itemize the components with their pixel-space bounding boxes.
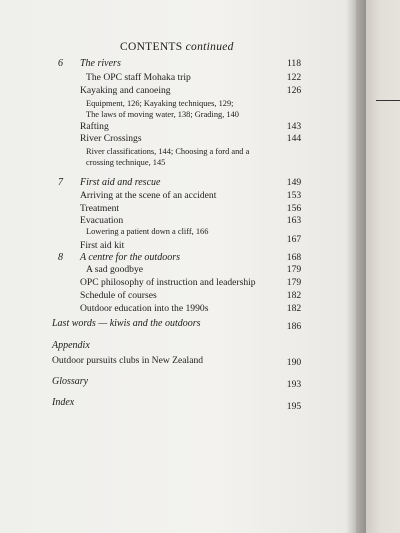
index-page: 195: [286, 401, 302, 412]
toc-entry: A sad goodbye: [86, 264, 144, 275]
toc-entry: The OPC staff Mohaka trip: [86, 72, 191, 83]
toc-entry-page: 167: [286, 234, 302, 245]
toc-entry-page: 163: [286, 215, 302, 226]
glossary-title: Glossary: [52, 376, 89, 387]
toc-subentry: The laws of moving water, 138; Grading, 140: [86, 110, 239, 119]
toc-entry: Kayaking and canoeing: [80, 85, 171, 96]
last-words-page: 186: [286, 321, 302, 332]
toc-entry: Treatment: [80, 203, 120, 214]
chapter-8-title: A centre for the outdoors: [80, 252, 180, 263]
toc-subentry: Lowering a patient down a cliff, 166: [86, 227, 209, 236]
appendix-item: Outdoor pursuits clubs in New Zealand: [52, 355, 204, 366]
chapter-6-title: The rivers: [80, 58, 121, 69]
toc-entry: Schedule of courses: [80, 290, 157, 301]
contents-heading: [120, 41, 234, 53]
last-words-title: Last words — kiwis and the outdoors: [52, 318, 201, 329]
appendix-title: Appendix: [52, 340, 90, 351]
toc-subentry: River classifications, 144; Choosing a ford and a: [86, 147, 250, 156]
toc-entry-page: 153: [286, 190, 302, 201]
toc-entry-page: 144: [286, 133, 302, 144]
toc-entry: River Crossings: [80, 133, 142, 144]
toc-entry-page: 182: [286, 290, 302, 301]
facing-page-rule: [376, 100, 400, 101]
appendix-page: 190: [286, 357, 302, 368]
chapter-8-page: 168: [286, 252, 302, 263]
facing-page-edge: [366, 0, 400, 533]
toc-entry: Evacuation: [80, 215, 124, 226]
toc-entry: Arriving at the scene of an accident: [80, 190, 217, 201]
glossary-page: 193: [286, 379, 302, 390]
toc-entry: Rafting: [80, 121, 109, 132]
toc-entry-page: 182: [286, 303, 302, 314]
index-title: Index: [52, 397, 75, 408]
toc-entry-page: 126: [286, 85, 302, 96]
toc-subentry: crossing technique, 145: [86, 158, 166, 167]
contents-heading-suffix: continued: [185, 41, 234, 53]
chapter-7-page: 149: [286, 177, 302, 188]
book-gutter-shadow: [346, 0, 368, 533]
toc-entry-page: 179: [286, 264, 302, 275]
toc-entry-page: 143: [286, 121, 302, 132]
toc-entry: OPC philosophy of instruction and leadership: [80, 277, 256, 288]
toc-entry: Outdoor education into the 1990s: [80, 303, 209, 314]
chapter-6-number: 6: [58, 58, 63, 69]
toc-entry-page: 156: [286, 203, 302, 214]
toc-entry-page: 179: [286, 277, 302, 288]
toc-entry-page: 122: [286, 72, 302, 83]
chapter-7-number: 7: [58, 177, 63, 188]
chapter-6-page: 118: [286, 58, 302, 69]
contents-heading-main: CONTENTS: [120, 41, 183, 53]
toc-subentry: Equipment, 126; Kayaking techniques, 129;: [86, 99, 234, 108]
toc-entry: First aid kit: [80, 240, 125, 251]
chapter-8-number: 8: [58, 252, 63, 263]
chapter-7-title: First aid and rescue: [80, 177, 161, 188]
